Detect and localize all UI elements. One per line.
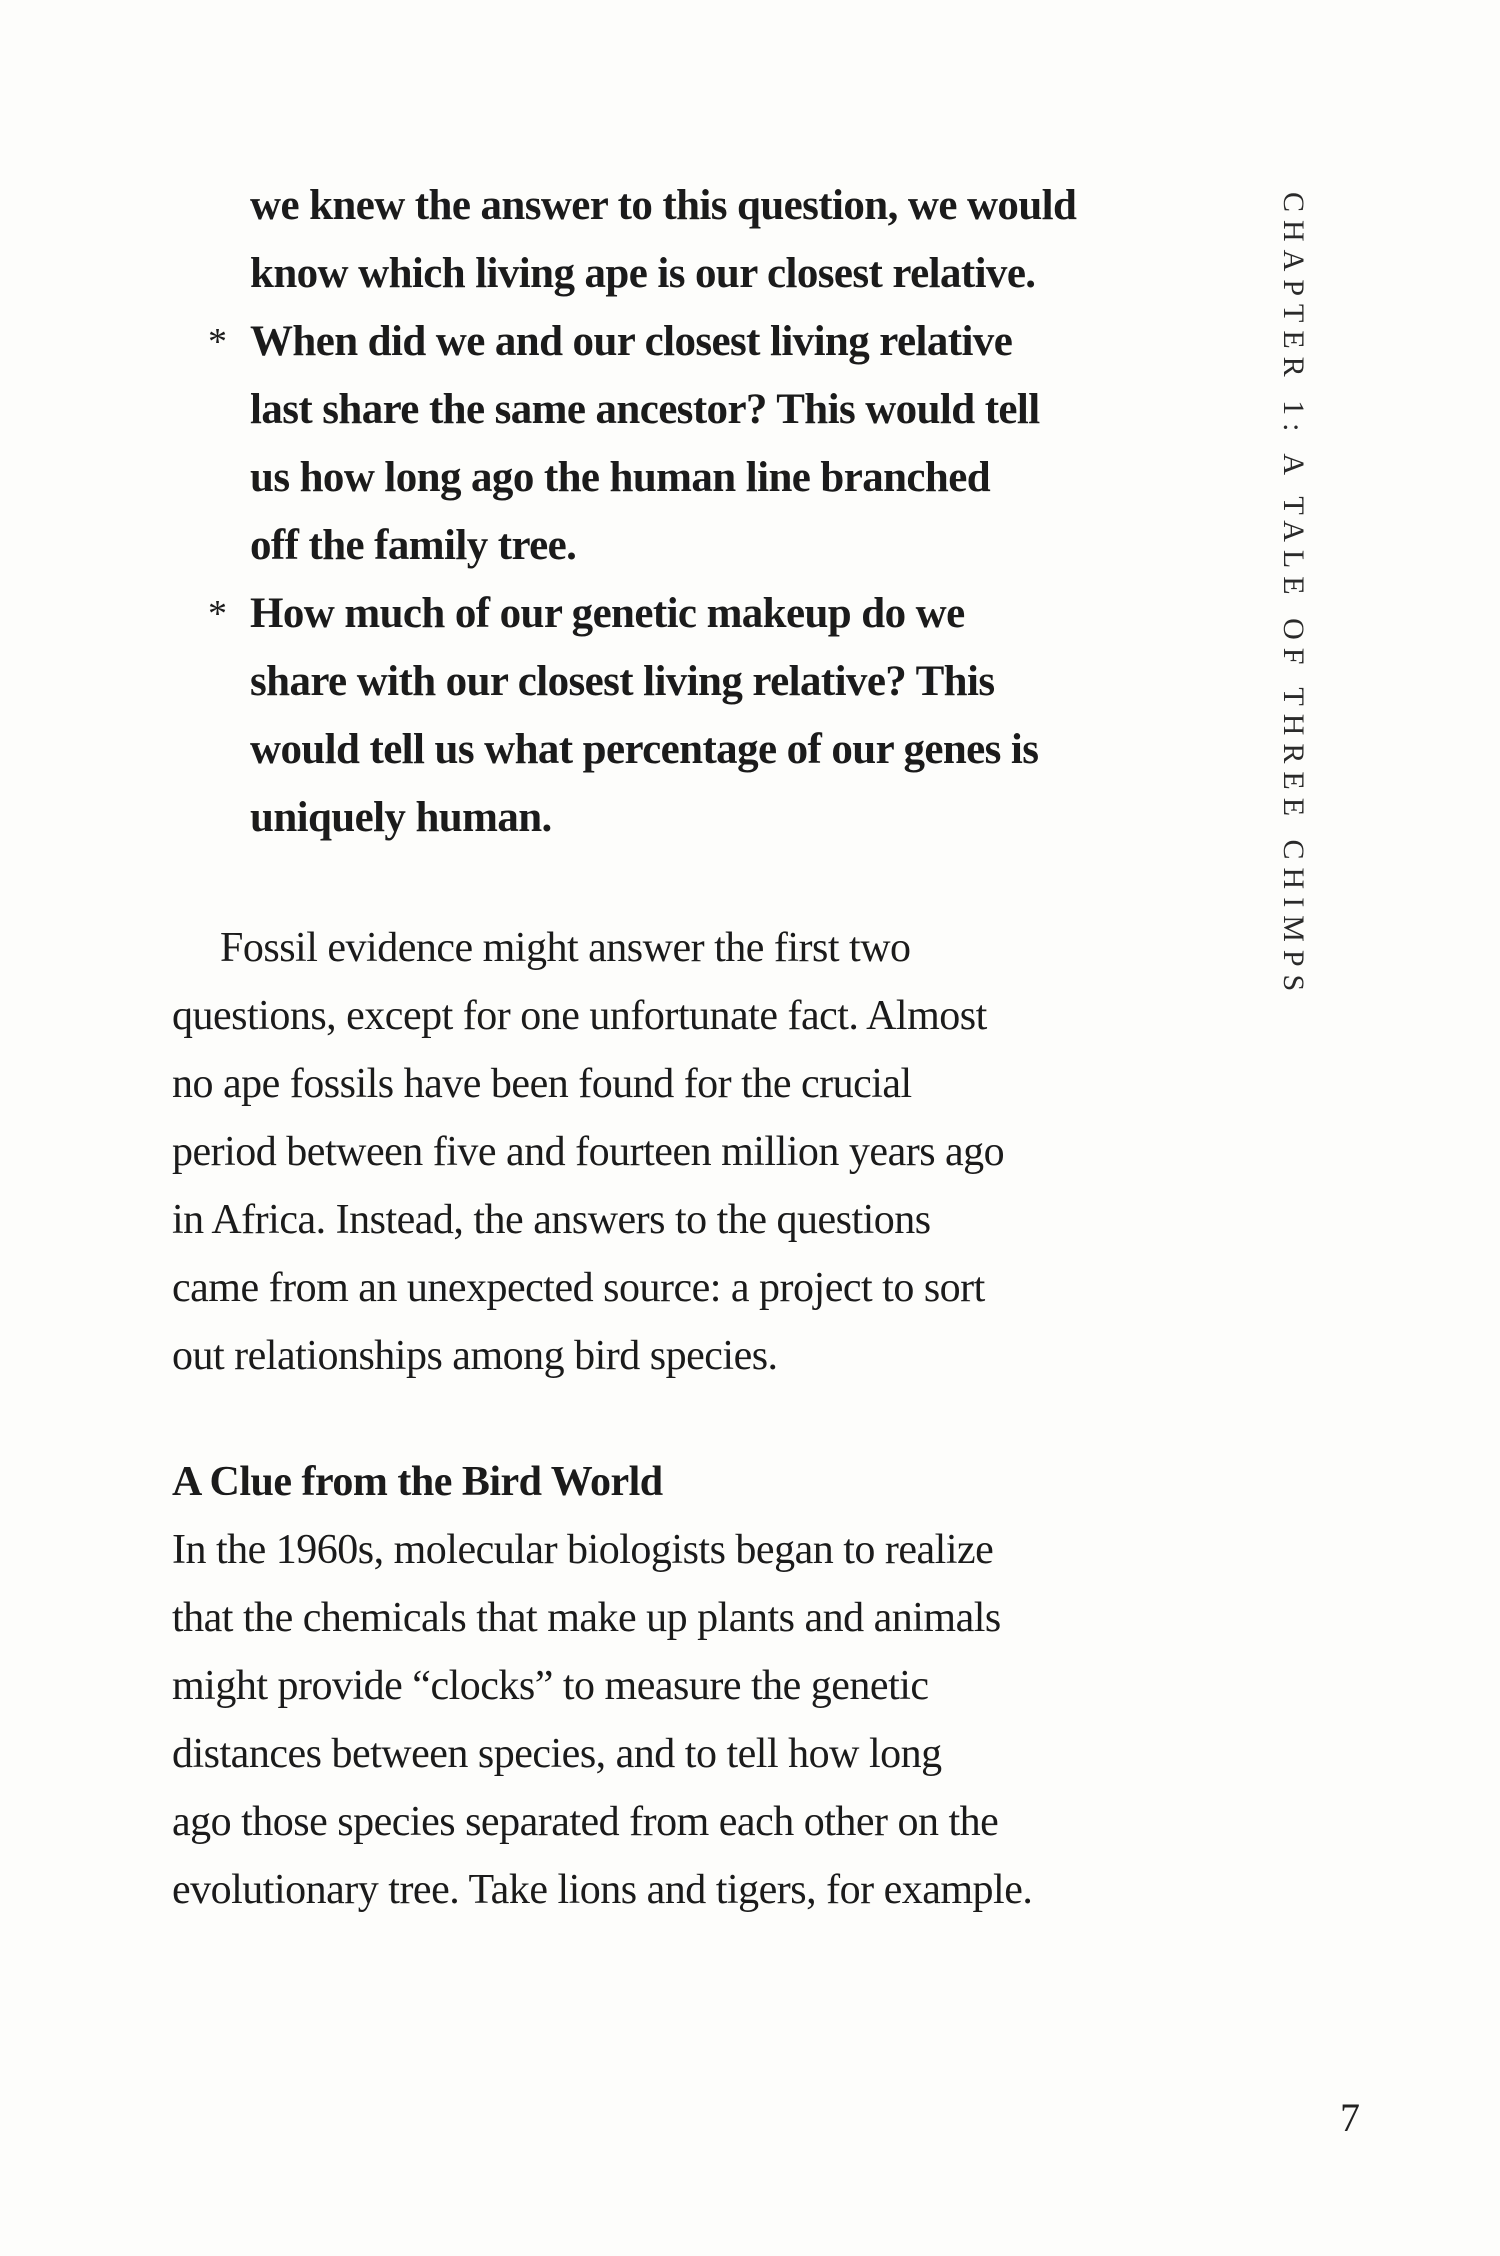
list-line: us how long ago the human line branched <box>250 454 991 501</box>
list-line: last share the same ancestor? This would tell <box>250 386 1040 433</box>
list-line: off the family tree. <box>250 522 577 569</box>
list-line: would tell us what percentage of our genes is <box>250 726 1039 773</box>
paragraph-line: In the 1960s, molecular biologists began to realize <box>172 1527 994 1573</box>
paragraph-line: distances between species, and to tell how long <box>172 1731 942 1777</box>
bullet-list <box>172 172 1132 852</box>
paragraph-line: came from an unexpected source: a project to sort <box>172 1265 985 1311</box>
paragraph-line: ago those species separated from each other on the <box>172 1799 999 1845</box>
list-line: we knew the answer to this question, we would <box>250 182 1077 229</box>
asterisk-bullet: * <box>208 593 227 635</box>
list-line: share with our closest living relative? This <box>250 658 995 705</box>
paragraph-line: might provide “clocks” to measure the genetic <box>172 1663 929 1709</box>
paragraph-line: in Africa. Instead, the answers to the questions <box>172 1197 931 1243</box>
paragraph-line: questions, except for one unfortunate fact. Almost <box>172 993 987 1039</box>
paragraph-line: period between five and fourteen million years ago <box>172 1129 1005 1175</box>
body-paragraph <box>172 1516 1132 1924</box>
paragraph-line: that the chemicals that make up plants and animals <box>172 1595 1001 1641</box>
list-item: * When did we and our closest living relative <box>172 308 1132 376</box>
paragraph-line: no ape fossils have been found for the crucial <box>172 1061 912 1107</box>
list-item: * How much of our genetic makeup do we <box>172 580 1132 648</box>
list-line: know which living ape is our closest relative. <box>250 250 1036 297</box>
list-line: uniquely human. <box>250 794 552 841</box>
page-number: 7 <box>1340 2095 1360 2140</box>
asterisk-bullet: * <box>208 321 227 363</box>
paragraph-line: Fossil evidence might answer the first two <box>220 925 911 971</box>
paragraph-line: out relationships among bird species. <box>172 1333 778 1379</box>
body-paragraph <box>172 914 1132 1390</box>
running-head: CHAPTER 1: A TALE OF THREE CHIMPS <box>1277 192 1310 1000</box>
section-heading: A Clue from the Bird World <box>172 1459 663 1505</box>
paragraph-line: evolutionary tree. Take lions and tigers, for example. <box>172 1867 1033 1913</box>
